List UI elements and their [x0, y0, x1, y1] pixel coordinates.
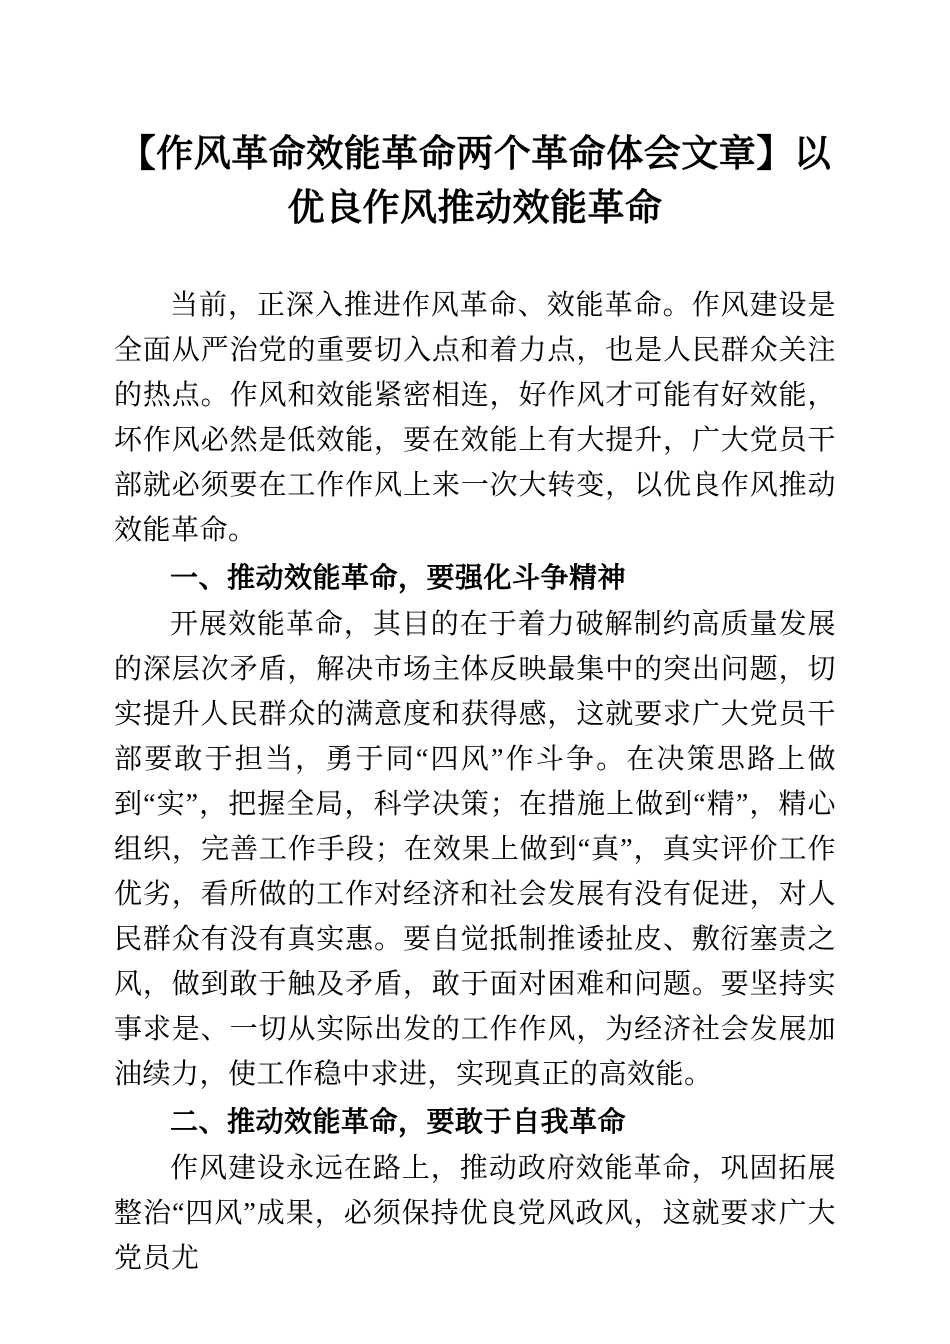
- section-heading-2: 二、推动效能革命，要敢于自我革命: [170, 1106, 627, 1138]
- document-title: 【作风革命效能革命两个革命体会文章】以优良作风推动效能革命: [118, 134, 832, 229]
- section-heading-1: 一、推动效能革命，要强化斗争精神: [170, 562, 627, 594]
- paragraph-intro: 当前，正深入推进作风革命、效能革命。作风建设是全面从严治党的重要切入点和着力点，也是人民群众关注的热点。作风和效能紧密相连，好作风才可能有好效能，坏作风必然是低效能，要在效能上有大提升，广大党员干部就必须要在工作作风上来一次大转变，以优良作风推动效能革命。: [114, 290, 836, 547]
- paragraph-section-1: 开展效能革命，其目的在于着力破解制约高质量发展的深层次矛盾，解决市场主体反映最集中的突出问题，切实提升人民群众的满意度和获得感，这就要求广大党员干部要敢于担当，勇于同“四风”作斗争。在决策思路上做到“实”，把握全局，科学决策；在措施上做到“精”，精心组织，完善工作手段；在效果上做到“真”，真实评价工作优劣，看所做的工作对经济和社会发展有没有促进，对人民群众有没有真实惠。要自觉抵制推诿扯皮、敷衍塞责之风，做到敢于触及矛盾，敢于面对困难和问题。要坚持实事求是、一切从实际出发的工作作风，为经济社会发展加油续力，使工作稳中求进，实现真正的高效能。: [114, 609, 836, 1091]
- paragraph-section-2: 作风建设永远在路上，推动政府效能革命，巩固拓展整治“四风”成果，必须保持优良党风政风，这就要求广大党员尤: [114, 1153, 836, 1275]
